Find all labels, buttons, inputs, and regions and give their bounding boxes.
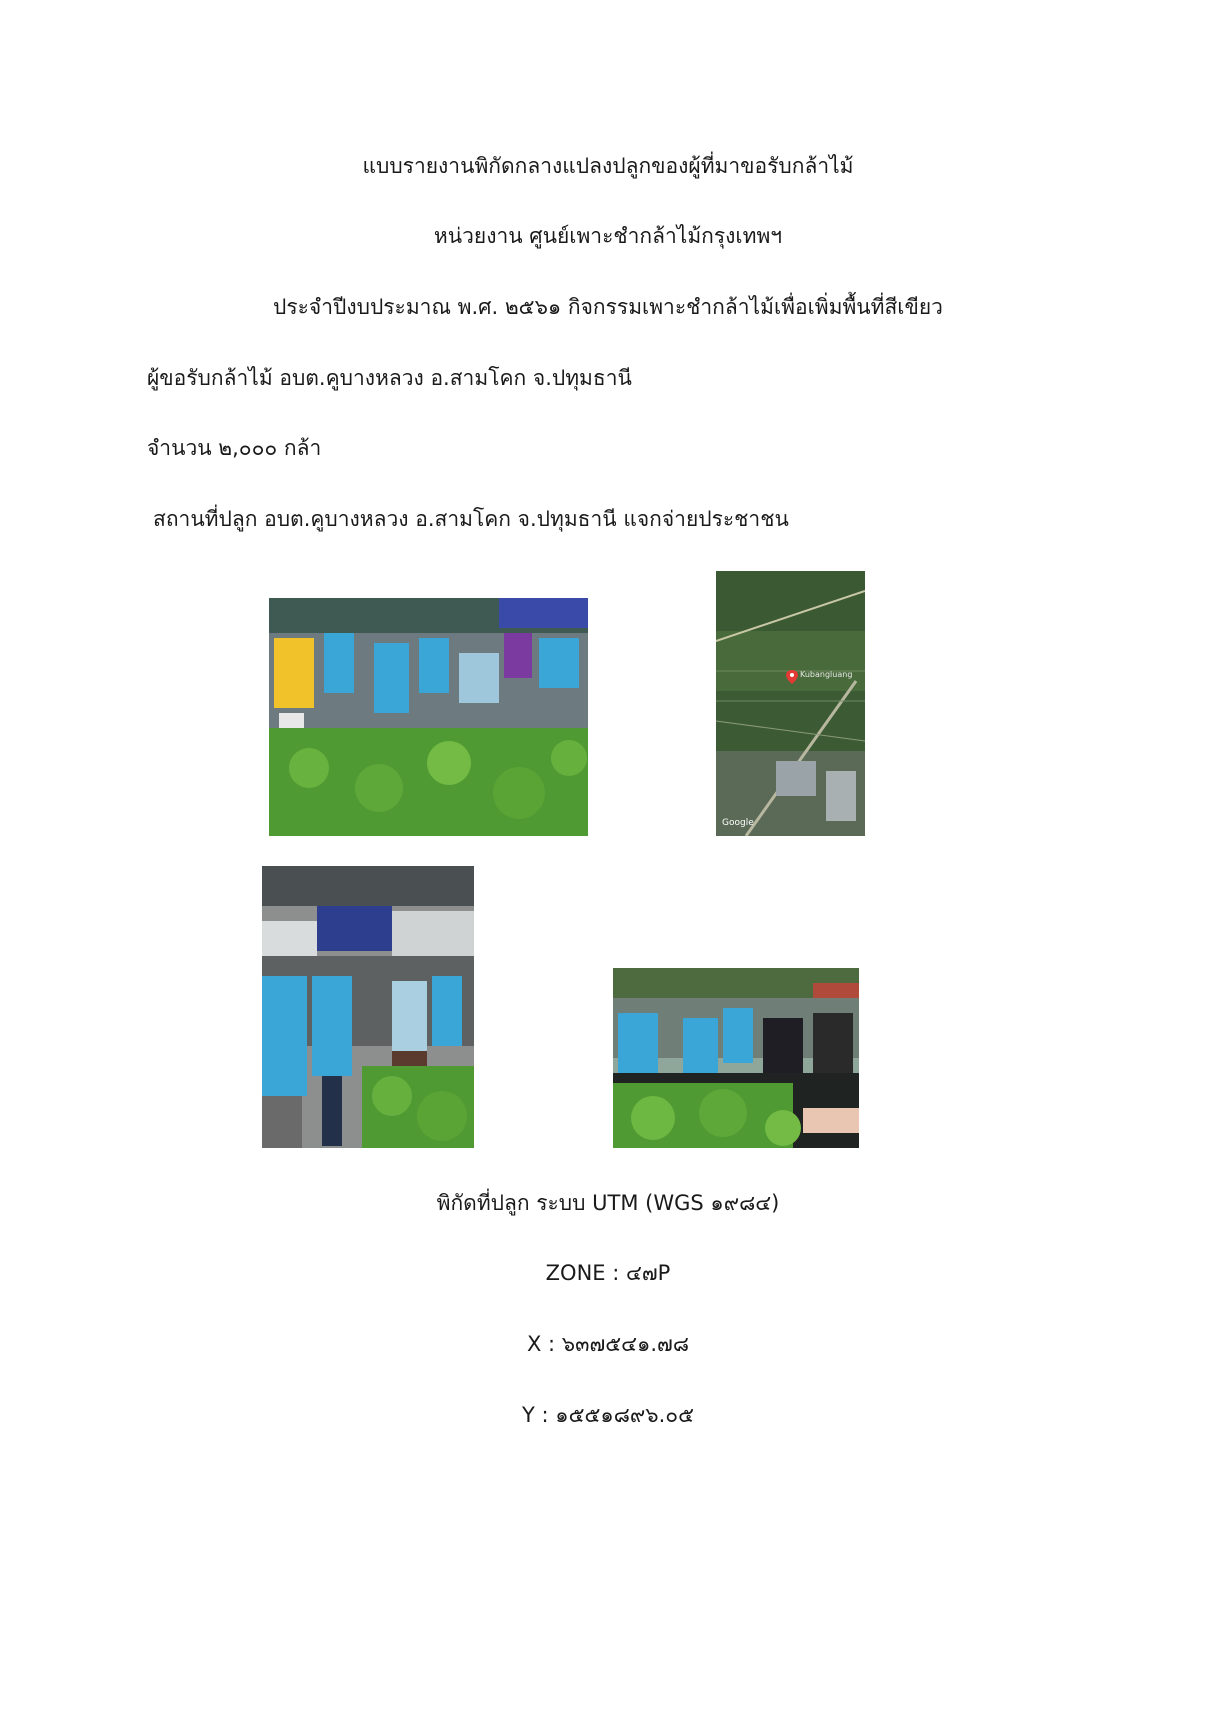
map-attribution: Google [722,818,754,828]
utm-zone: ZONE : ๔๗P [545,1261,671,1285]
utm-y: Y : ๑๕๕๑๘๙๖.๐๕ [522,1403,694,1427]
utm-x: X : ๖๓๗๕๔๑.๗๘ [526,1332,690,1356]
map-pin-icon [786,669,798,683]
fiscal-year-line: ประจำปีงบประมาณ พ.ศ. ๒๕๖๑ กิจกรรมเพาะชำกล้าไม้เพื่อเพิ่มพื้นที่สีเขียว [273,295,943,319]
photo-hall-distribution [262,866,474,1148]
report-title: แบบรายงานพิกัดกลางแปลงปลูกของผู้ที่มาขอรับกล้าไม้ [362,154,854,178]
satellite-map [716,571,865,836]
map-pin-label: Kubangluang [800,670,853,679]
coordinate-system: พิกัดที่ปลูก ระบบ UTM (WGS ๑๙๘๔) [436,1191,780,1215]
photo-outdoor-distribution [613,968,859,1148]
location-line: สถานที่ปลูก อบต.คูบางหลวง อ.สามโคก จ.ปทุมธานี แจกจ่ายประชาชน [153,507,789,531]
photo-crowd-seedlings [269,598,588,836]
agency-line: หน่วยงาน ศูนย์เพาะชำกล้าไม้กรุงเทพฯ [433,224,783,248]
recipient-line: ผู้ขอรับกล้าไม้ อบต.คูบางหลวง อ.สามโคก จ.ปทุมธานี [147,366,632,390]
quantity-line: จำนวน ๒,๐๐๐ กล้า [147,436,322,460]
